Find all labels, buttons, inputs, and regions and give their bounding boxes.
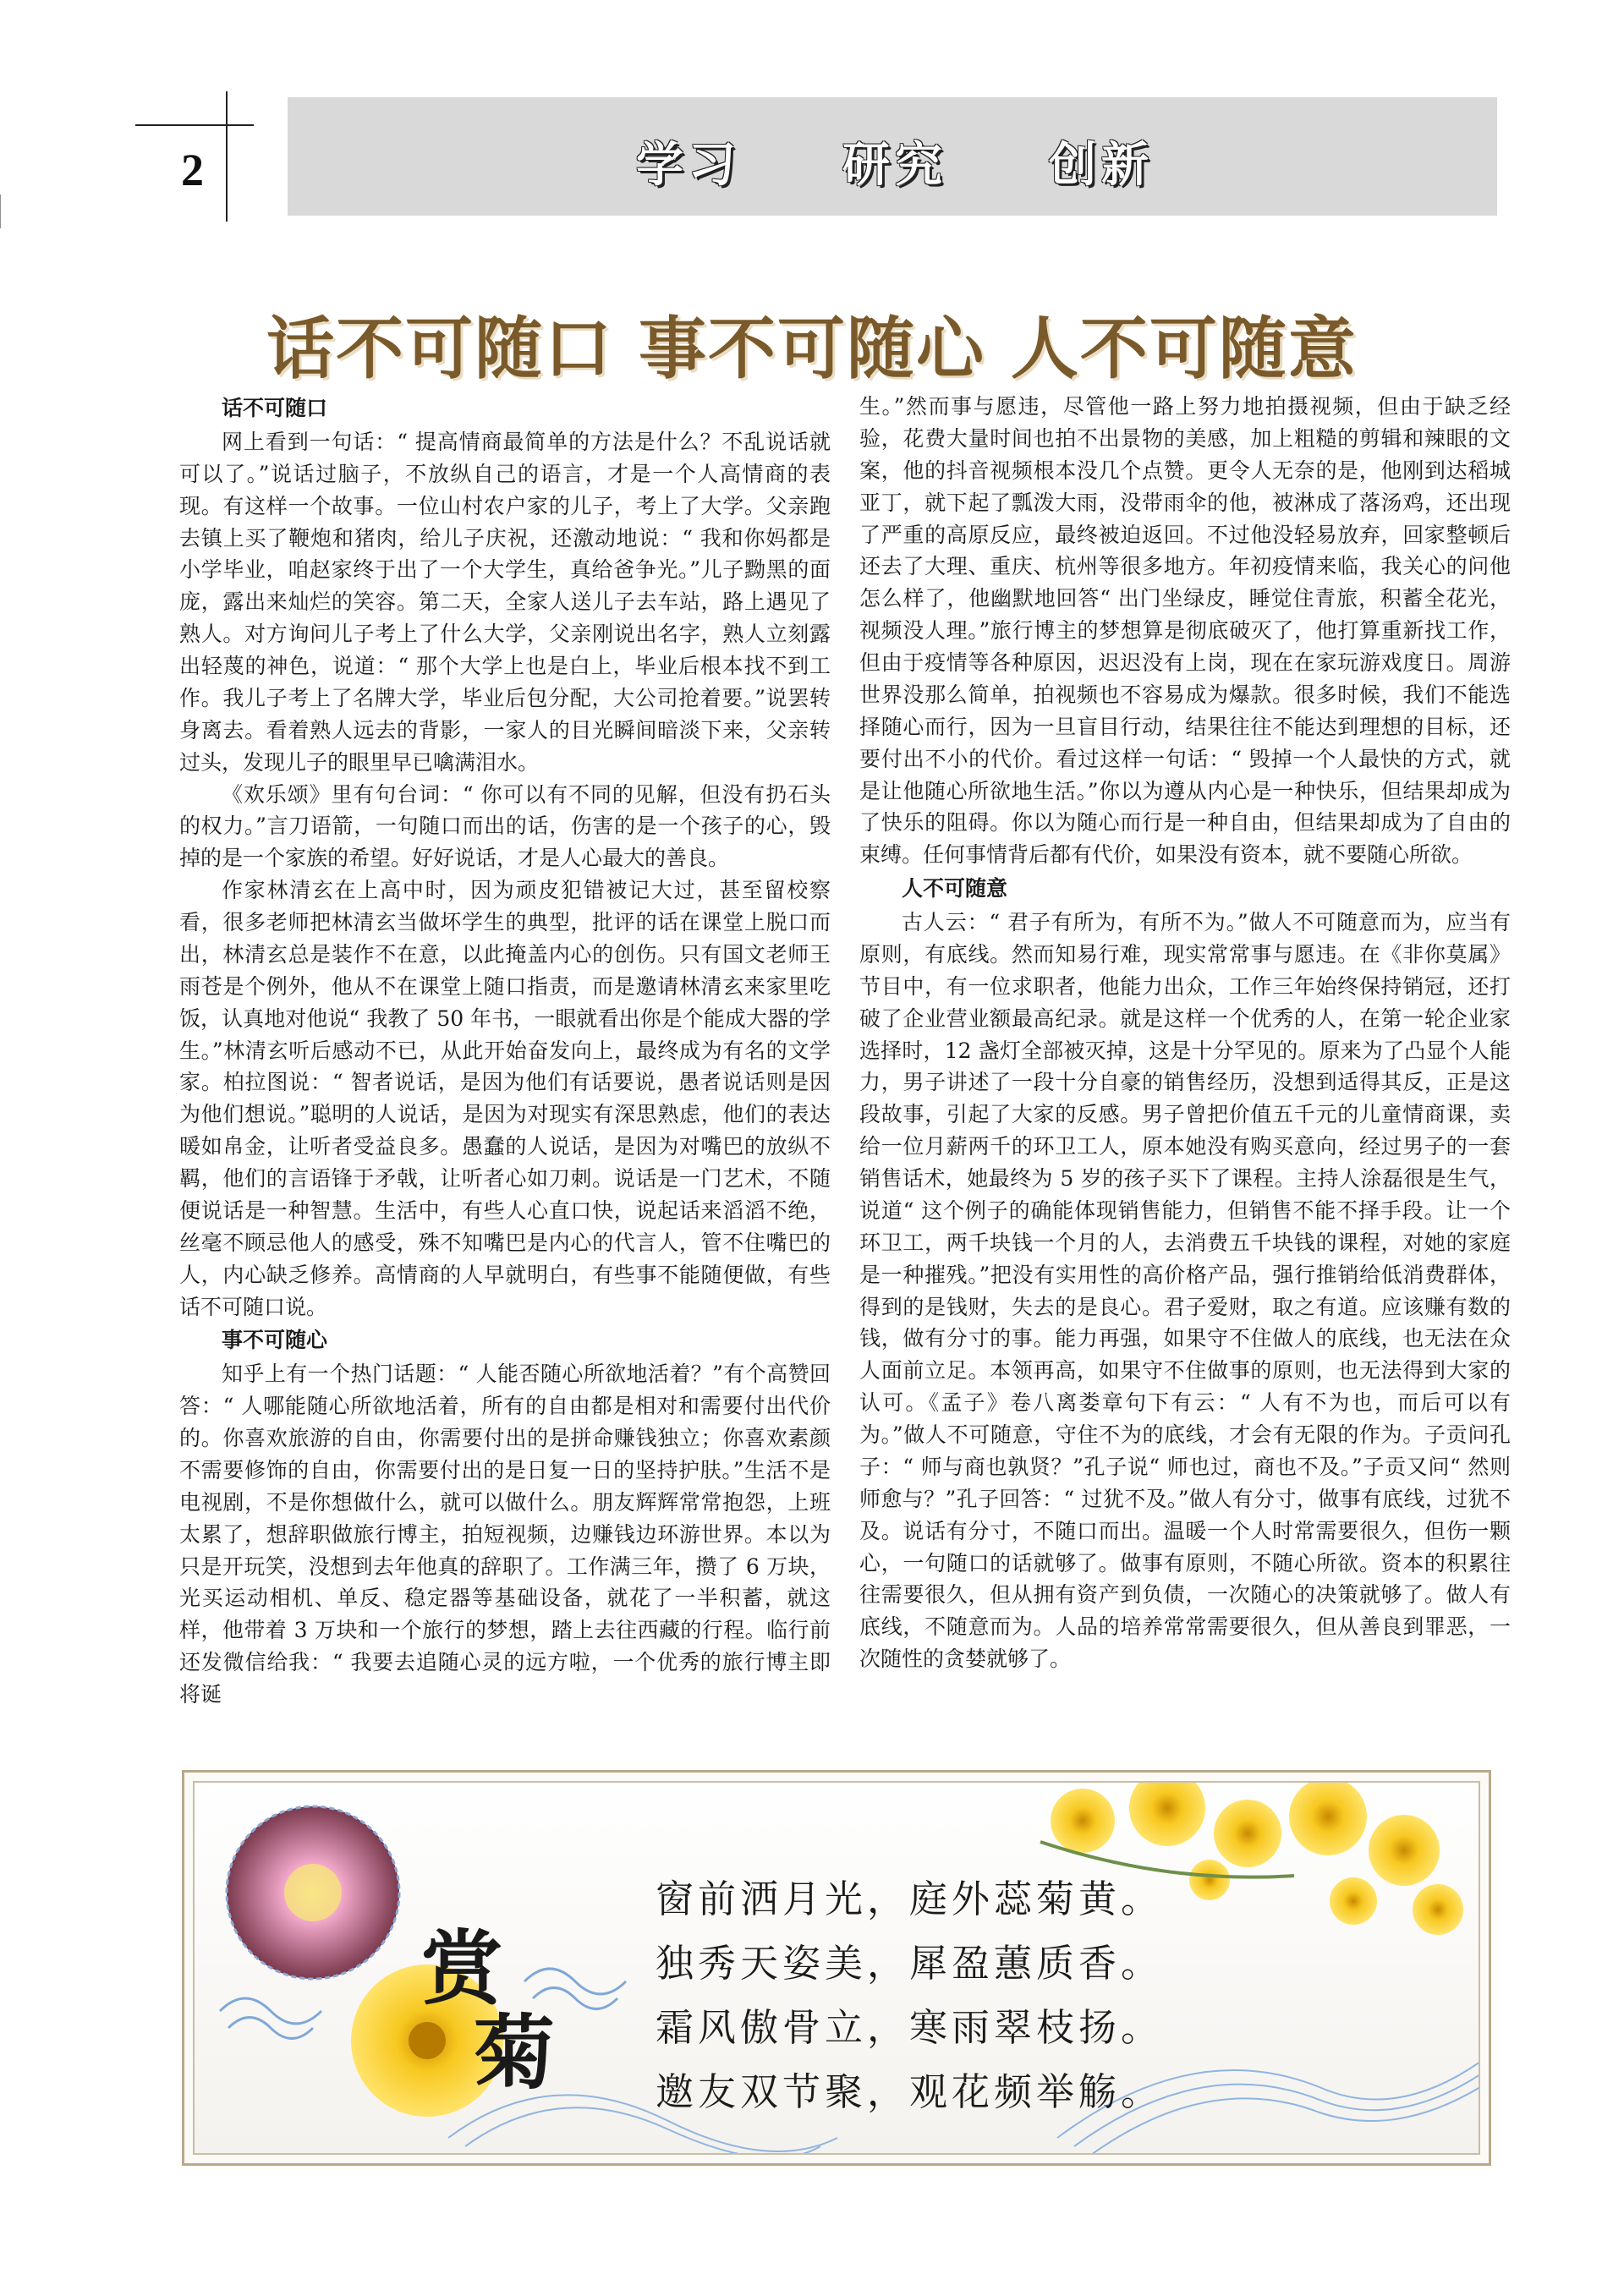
crop-marks xyxy=(0,0,288,228)
body-paragraph: 《欢乐颂》里有句台词：“ 你可以有不同的见解，但没有扔石头的权力。”言刀语箭，一句随口而出的话，伤害的是一个孩子的心，毁掉的是一个家族的希望。好好说话，才是人心最大的善良。 xyxy=(179,781,831,871)
poem-banner xyxy=(182,1770,1491,2166)
poem-line: 邀友双节聚，观花频举觞。 xyxy=(656,2069,1164,2114)
article-title: 话不可随口 事不可随心 人不可随意 xyxy=(266,310,1358,388)
poem-line: 窗前洒月光，庭外蕊菊黄。 xyxy=(656,1877,1164,1921)
poem-title xyxy=(421,1921,555,2101)
section-heading: 人不可随意 xyxy=(902,876,1008,901)
header-band xyxy=(288,97,1497,216)
poem-line: 霜风傲骨立，寒雨翠枝扬。 xyxy=(656,2005,1164,2050)
section-heading: 事不可随心 xyxy=(222,1328,328,1353)
round-flower-photo xyxy=(227,1806,399,1979)
poem-title-char-1: 赏 xyxy=(421,1921,502,2016)
header-motto xyxy=(636,128,1154,195)
body-paragraph: 作家林清玄在上高中时，因为顽皮犯错被记大过，甚至留校察看，很多老师把林清玄当做坏学生的典型，批评的话在课堂上脱口而出，林清玄总是装作不在意，以此掩盖内心的创伤。只有国文老师王雨苍是个例外，他从不在课堂上随口指责，而是邀请林清玄来家里吃饭，认真地对他说“ 我教了 50 年书，一眼就看出你是个能成大器的学生。”林清玄听后感动不已，从此开始奋发向上，最终成为有名的文学家。柏拉图说：“ 智者说话，是因为他们有话要说，愚者说话则是因为他们想说。”聪明的人说话，是因为对现实有深思熟虑，他们的表达暖如帛金，让听者受益良多。愚蠢的人说话，是因为对嘴巴的放纵不羁，他们的言语锋于矛戟，让听者心如刀刺。说话是一门艺术，不随便说话是一种智慧。生活中，有些人心直口快，说起话来滔滔不绝，丝毫不顾忌他人的感受，殊不知嘴巴是内心的代言人，管不住嘴巴的人，内心缺乏修养。高情商的人早就明白，有些事不能随便做，有些话不可随口说。 xyxy=(179,878,831,1319)
poem-banner-frame xyxy=(193,1781,1480,2155)
poem-line: 独秀天姿美，犀盈蕙质香。 xyxy=(656,1941,1164,1986)
body-paragraph: 知乎上有一个热门话题：“ 人能否随心所欲地活着？”有个高赞回答：“ 人哪能随心所欲地活着，所有的自由都是相对和需要付出代价的。你喜欢旅游的自由，你需要付出的是拼命赚钱独立；你喜欢素颜不需要修饰的自由，你需要付出的是日复一日的坚持护肤。”生活不是电视剧，不是你想做什么，就可以做什么。朋友辉辉常常抱怨，上班太累了，想辞职做旅行博主，拍短视频，边赚钱边环游世界。本以为只是开玩笑，没想到去年他真的辞职了。工作满三年，攒了 6 万块，光买运动相机、单反、稳定器等基础设备，就花了一半积蓄，就这样，他带着 3 万块和一个旅行的梦想，踏上去往西藏的行程。临行前还发微信给我：“ 我要去追随心灵的远方啦，一个优秀的旅行博主即将诞 xyxy=(179,1362,831,1707)
page-number: 2 xyxy=(181,145,204,195)
poem-title-char-2: 菊 xyxy=(474,2005,555,2101)
motto-research: 研究 xyxy=(842,138,947,193)
article-column-left xyxy=(179,391,831,1711)
body-paragraph: 生。”然而事与愿违，尽管他一路上努力地拍摄视频，但由于缺乏经验，花费大量时间也拍不出景物的美感，加上粗糙的剪辑和辣眼的文案，他的抖音视频根本没几个点赞。更令人无奈的是，他刚到达稻城亚丁，就下起了瓢泼大雨，没带雨伞的他，被淋成了落汤鸡，还出现了严重的高原反应，最终被迫返回。不过他没轻易放弃，回家整顿后还去了大理、重庆、杭州等很多地方。年初疫情来临，我关心的问他怎么样了，他幽默地回答“ 出门坐绿皮，睡觉住青旅，积蓄全花光，视频没人理。”旅行博主的梦想算是彻底破灭了，他打算重新找工作，但由于疫情等各种原因，迟迟没有上岗，现在在家玩游戏度日。周游世界没那么简单，拍视频也不容易成为爆款。很多时候，我们不能选择随心而行，因为一旦盲目行动，结果往往不能达到理想的目标，还要付出不小的代价。看过这样一句话：“ 毁掉一个人最快的方式，就是让他随心所欲地生活。”你以为遵从内心是一种快乐，但结果却成为了快乐的阻碍。你以为随心而行是一种自由，但结果却成为了自由的束缚。任何事情背后都有代价，如果没有资本，就不要随心所欲。 xyxy=(859,394,1511,868)
poem-text xyxy=(656,1867,1163,2124)
body-paragraph: 古人云：“ 君子有所为，有所不为。”做人不可随意而为，应当有原则，有底线。然而知易行难，现实常常事与愿违。在《非你莫属》节目中，有一位求职者，他能力出众，工作三年始终保持销冠，还打破了企业营业额最高纪录。就是这样一个优秀的人，在第一轮企业家选择时，12 盏灯全部被灭掉，这是十分罕见的。原来为了凸显个人能力，男子讲述了一段十分自豪的销售经历，没想到适得其反，正是这段故事，引起了大家的反感。男子曾把价值五千元的儿童情商课，卖给一位月薪两千的环卫工人，原本她没有购买意向，经过男子的一套销售话术，她最终为 5 岁的孩子买下了课程。主持人涂磊很是生气，说道“ 这个例子的确能体现销售能力，但销售不能不择手段。让一个环卫工，两千块钱一个月的人，去消费五千块钱的课程，对她的家庭是一种摧残。”把没有实用性的高价格产品，强行推销给低消费群体，得到的是钱财，失去的是良心。君子爱财，取之有道。应该赚有数的钱，做有分寸的事。能力再强，如果守不住做人的底线，也无法在众人面前立足。本领再高，如果守不住做事的原则，也无法得到大家的认可。《孟子》卷八离娄章句下有云：“ 人有不为也，而后可以有为。”做人不可随意，守住不为的底线，才会有无限的作为。子贡问孔子：“ 师与商也孰贤？”孔子说“ 师也过，商也不及。”子贡又问“ 然则师愈与？”孔子回答：“ 过犹不及。”做人有分寸，做事有底线，过犹不及。说话有分寸，不随口而出。温暖一个人时常需要很久，但伤一颗心，一句随口的话就够了。做事有原则，不随心所欲。资本的积累往往需要很久，但从拥有资产到负债，一次随心的决策就够了。做人有底线，不随意而为。人品的培养常常需要很久，但从善良到罪恶，一次随性的贪婪就够了。 xyxy=(859,910,1511,1672)
motto-study: 学习 xyxy=(636,138,741,193)
motto-innovate: 创新 xyxy=(1049,138,1154,193)
article-column-right xyxy=(859,391,1511,1675)
body-paragraph: 网上看到一句话：“ 提高情商最简单的方法是什么？不乱说话就可以了。”说话过脑子，不放纵自己的语言，才是一个人高情商的表现。有这样一个故事。一位山村农户家的儿子，考上了大学。父亲跑去镇上买了鞭炮和猪肉，给儿子庆祝，还激动地说：“ 我和你妈都是小学毕业，咱赵家终于出了一个大学生，真给爸争光。”儿子黝黑的面庞，露出来灿烂的笑容。第二天，全家人送儿子去车站，路上遇见了熟人。对方询问儿子考上了什么大学，父亲刚说出名字，熟人立刻露出轻蔑的神色，说道：“ 那个大学上也是白上，毕业后根本找不到工作。我儿子考上了名牌大学，毕业后包分配，大公司抢着要。”说罢转身离去。看着熟人远去的背影，一家人的目光瞬间暗淡下来，父亲转过头，发现儿子的眼里早已噙满泪水。 xyxy=(179,429,831,775)
section-heading: 话不可随口 xyxy=(222,396,328,420)
